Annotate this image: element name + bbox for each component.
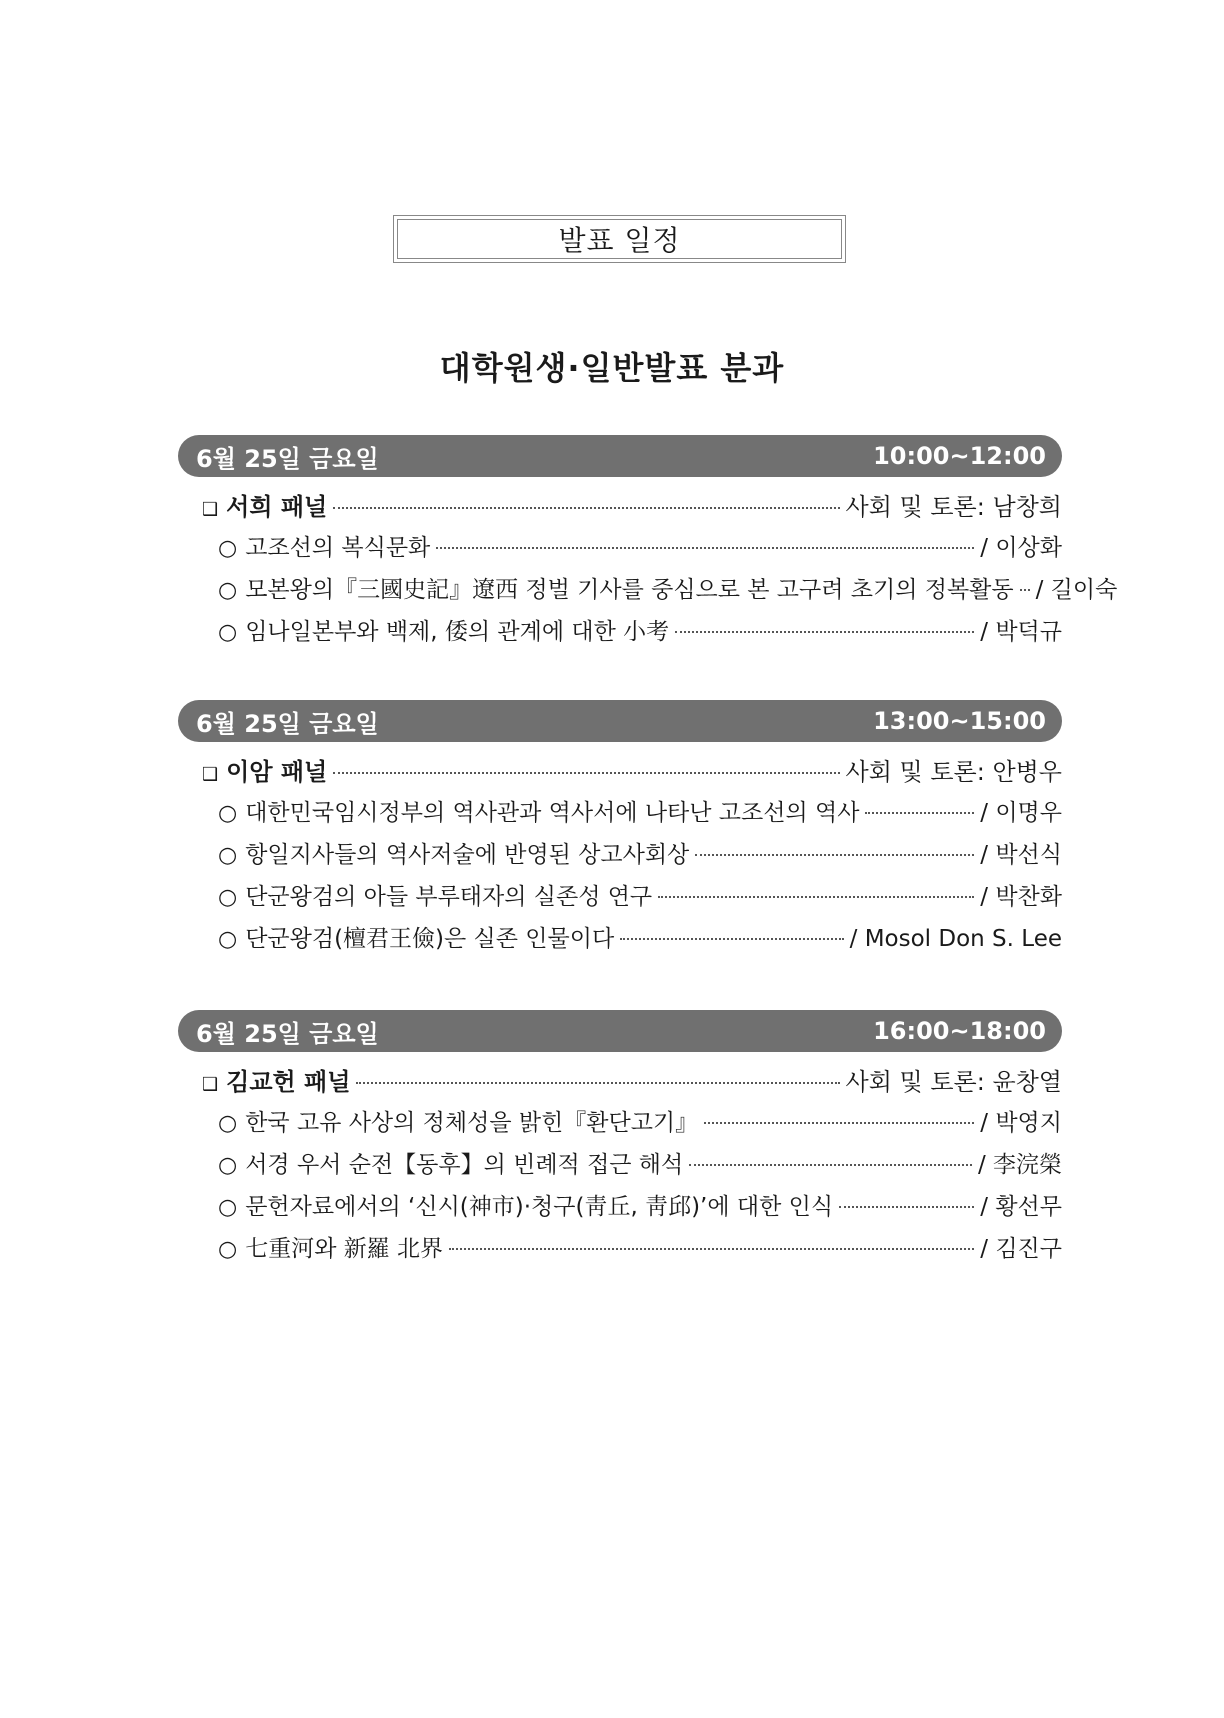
- panel-moderator: 사회 및 토론: 남창희: [845, 493, 1062, 521]
- dot-leader: [675, 631, 974, 633]
- list-item: [178, 920, 1062, 962]
- circle-icon: ○: [218, 1111, 238, 1136]
- item-title: 문헌자료에서의 ‘신시(神市)·청구(靑丘, 靑邱)’에 대한 인식: [245, 1194, 834, 1220]
- panel-row: [178, 1062, 1062, 1104]
- item-title: 항일지사들의 역사저술에 반영된 상고사회상: [245, 842, 690, 868]
- circle-icon: ○: [218, 885, 238, 910]
- circle-icon: ○: [218, 843, 238, 868]
- list-item: [178, 571, 1118, 613]
- dot-leader: [1020, 589, 1030, 591]
- item-presenter: / 박찬화: [980, 884, 1062, 910]
- session-1: [178, 435, 1118, 655]
- session-3: [178, 1010, 1062, 1272]
- list-item: [178, 1188, 1062, 1230]
- session-2: [178, 700, 1062, 962]
- session-date: 6월 25일 금요일: [196, 444, 379, 473]
- checkbox-icon: ❑: [202, 1074, 219, 1095]
- dot-leader: [658, 896, 974, 898]
- dot-leader: [704, 1122, 974, 1124]
- session-time: 16:00~18:00: [873, 1017, 1046, 1045]
- dot-leader: [620, 938, 843, 940]
- circle-icon: ○: [218, 578, 238, 603]
- item-presenter: / 길이숙: [1035, 577, 1118, 603]
- section-heading: 대학원생·일반발표 분과: [439, 349, 785, 387]
- item-presenter: / 김진구: [980, 1236, 1062, 1262]
- circle-icon: ○: [218, 1237, 238, 1262]
- panel-name: 김교헌 패널: [226, 1068, 351, 1096]
- session-time: 10:00~12:00: [873, 442, 1046, 470]
- item-presenter: / 박덕규: [980, 619, 1062, 645]
- session-bar: [178, 435, 1062, 477]
- dot-leader: [695, 854, 974, 856]
- panel-name: 서희 패널: [226, 493, 328, 521]
- list-item: [178, 613, 1062, 655]
- dot-leader: [839, 1206, 974, 1208]
- item-presenter: / 이상화: [980, 535, 1062, 561]
- dot-leader: [436, 547, 974, 549]
- page-title: 발표 일정: [397, 219, 842, 259]
- list-item: [178, 1230, 1062, 1272]
- circle-icon: ○: [218, 620, 238, 645]
- list-item: [178, 878, 1062, 920]
- list-item: [178, 529, 1062, 571]
- circle-icon: ○: [218, 1195, 238, 1220]
- item-title: 고조선의 복식문화: [245, 535, 431, 561]
- list-item: [178, 1146, 1062, 1188]
- item-title: 단군왕검(檀君王儉)은 실존 인물이다: [245, 926, 615, 952]
- dot-leader: [689, 1164, 972, 1166]
- list-item: [178, 836, 1062, 878]
- dot-leader: [356, 1082, 839, 1084]
- dot-leader: [865, 812, 974, 814]
- panel-name: 이암 패널: [226, 758, 328, 786]
- session-bar: [178, 1010, 1062, 1052]
- item-title: 한국 고유 사상의 정체성을 밝힌『환단고기』: [245, 1110, 699, 1136]
- panel-row: [178, 752, 1062, 794]
- panel-row: [178, 487, 1062, 529]
- session-time: 13:00~15:00: [873, 707, 1046, 735]
- dot-leader: [449, 1248, 974, 1250]
- item-title: 모본왕의『三國史記』遼西 정벌 기사를 중심으로 본 고구려 초기의 정복활동: [245, 577, 1014, 603]
- item-title: 단군왕검의 아들 부루태자의 실존성 연구: [245, 884, 653, 910]
- item-presenter: / Mosol Don S. Lee: [849, 926, 1062, 952]
- dot-leader: [333, 772, 839, 774]
- dot-leader: [333, 507, 839, 509]
- session-date: 6월 25일 금요일: [196, 1019, 379, 1048]
- session-date: 6월 25일 금요일: [196, 709, 379, 738]
- circle-icon: ○: [218, 1153, 238, 1178]
- item-title: 대한민국임시정부의 역사관과 역사서에 나타난 고조선의 역사: [245, 800, 860, 826]
- page-title-box: [393, 215, 846, 263]
- list-item: [178, 1104, 1062, 1146]
- list-item: [178, 794, 1062, 836]
- item-title: 七重河와 新羅 北界: [245, 1236, 444, 1262]
- item-presenter: / 박선식: [980, 842, 1062, 868]
- panel-moderator: 사회 및 토론: 안병우: [845, 758, 1062, 786]
- panel-moderator: 사회 및 토론: 윤창열: [845, 1068, 1062, 1096]
- circle-icon: ○: [218, 536, 238, 561]
- item-presenter: / 李浣榮: [977, 1152, 1062, 1178]
- circle-icon: ○: [218, 927, 238, 952]
- checkbox-icon: ❑: [202, 499, 219, 520]
- item-title: 서경 우서 순전【동후】의 빈례적 접근 해석: [245, 1152, 684, 1178]
- checkbox-icon: ❑: [202, 764, 219, 785]
- item-presenter: / 이명우: [980, 800, 1062, 826]
- circle-icon: ○: [218, 801, 238, 826]
- item-title: 임나일본부와 백제, 倭의 관계에 대한 小考: [245, 619, 670, 645]
- item-presenter: / 박영지: [980, 1110, 1062, 1136]
- item-presenter: / 황선무: [980, 1194, 1062, 1220]
- session-bar: [178, 700, 1062, 742]
